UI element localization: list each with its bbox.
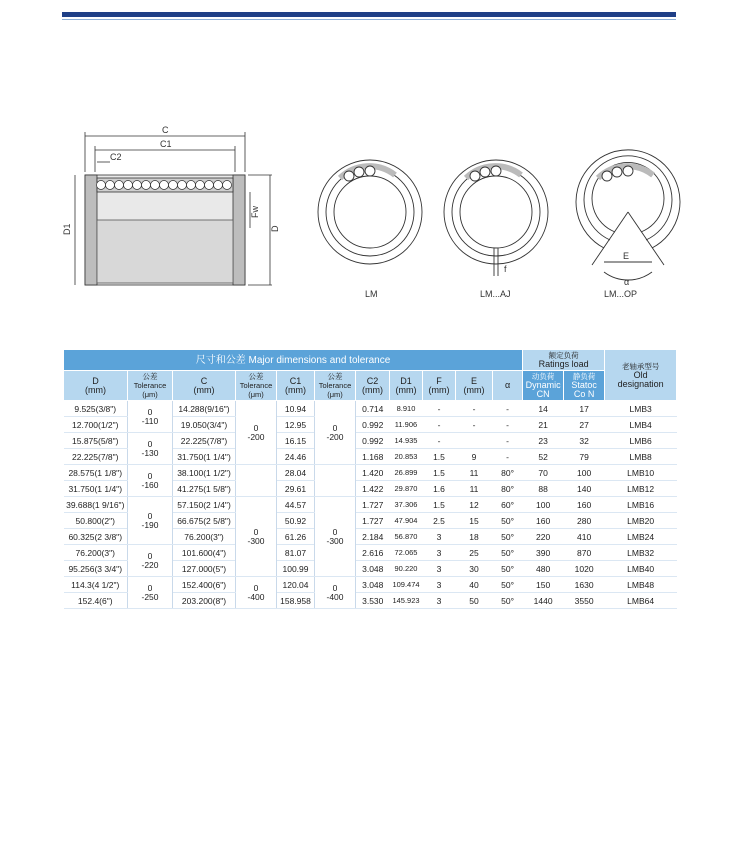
cell-f: 3 [423, 561, 456, 577]
cell-d: 12.700(1/2") [64, 417, 128, 433]
cell-f: - [423, 433, 456, 449]
col-d-label: D [92, 375, 99, 386]
cell-f: - [423, 417, 456, 433]
cell-c-tol-blank [236, 465, 277, 497]
tol-cn: 公差 [327, 372, 343, 381]
tol-cn: 公差 [248, 372, 264, 381]
ball-row [97, 181, 232, 190]
col-d-unit: (mm) [85, 384, 106, 395]
dyn-sym: CN [536, 389, 550, 399]
lm-ring [318, 160, 422, 264]
table-title: 尺寸和公差 Major dimensions and tolerance [64, 350, 523, 371]
col-f-unit: (mm) [428, 384, 450, 395]
col-c1-tol [315, 371, 356, 401]
cell-d1: 14.935 [390, 433, 423, 449]
cell-old: LMB20 [605, 513, 677, 529]
cell-e: 50 [456, 593, 493, 609]
cell-old: LMB4 [605, 417, 677, 433]
cell-alpha: 50° [493, 545, 523, 561]
cell-c1-tol-blank [315, 465, 356, 497]
table-row [64, 497, 677, 513]
cell-d1: 72.065 [390, 545, 423, 561]
table-body [64, 401, 677, 609]
cell-c: 19.050(3/4") [173, 417, 236, 433]
cell-c1: 50.92 [277, 513, 315, 529]
cell-c2: 0.714 [356, 401, 390, 417]
cell-c1-tol [315, 497, 356, 577]
old-en2: designation [617, 378, 664, 389]
cell-alpha: 50° [493, 529, 523, 545]
cell-d: 9.525(3/8") [64, 401, 128, 417]
cell-dynamic: 21 [523, 417, 564, 433]
cell-d1: 109.474 [390, 577, 423, 593]
cell-old: LMB10 [605, 465, 677, 481]
cell-c2: 3.048 [356, 561, 390, 577]
dimensions-table [63, 349, 677, 609]
dim-c2-label: C2 [110, 152, 122, 162]
table-row [64, 545, 677, 561]
cell-dynamic: 52 [523, 449, 564, 465]
cell-c-tol [236, 577, 277, 609]
cell-d: 60.325(2 3/8") [64, 529, 128, 545]
cell-e: 15 [456, 513, 493, 529]
cell-c2: 1.422 [356, 481, 390, 497]
cell-old: LMB12 [605, 481, 677, 497]
cell-c1: 81.07 [277, 545, 315, 561]
col-c2-label: C2 [366, 375, 379, 386]
sta-sym: Co N [573, 389, 595, 399]
cell-c2: 2.616 [356, 545, 390, 561]
cell-old: LMB40 [605, 561, 677, 577]
dim-fw-label: Fw [250, 206, 260, 218]
cell-d: 22.225(7/8") [64, 449, 128, 465]
tol-unit: (μm) [327, 390, 343, 399]
bearing-drawing [0, 120, 750, 310]
cell-c-tol [236, 401, 277, 465]
cell-alpha: 60° [493, 497, 523, 513]
cell-dynamic: 88 [523, 481, 564, 497]
col-c-unit: (mm) [193, 384, 215, 395]
sta-en: Statoc [571, 380, 597, 390]
cell-f: 1.5 [423, 465, 456, 481]
lm-aj-ring [444, 160, 548, 276]
cell-d: 114.3(4 1/2") [64, 577, 128, 593]
cell-c: 152.400(6") [173, 577, 236, 593]
cell-static: 160 [564, 497, 605, 513]
col-c [173, 371, 236, 401]
cell-e: 12 [456, 497, 493, 513]
tol-unit: (μm) [248, 390, 264, 399]
col-c2-unit: (mm) [362, 384, 383, 395]
cell-c2: 3.530 [356, 593, 390, 609]
cell-c1: 100.99 [277, 561, 315, 577]
cell-d-tol [128, 433, 173, 465]
cell-f: 3 [423, 545, 456, 561]
tol-bot: -300 [247, 535, 265, 546]
side-view [75, 132, 272, 285]
cell-old: LMB6 [605, 433, 677, 449]
cell-d: 50.800(2") [64, 513, 128, 529]
col-c1-label: C1 [289, 375, 302, 386]
cell-c2: 2.184 [356, 529, 390, 545]
tol-bot: -220 [141, 559, 159, 570]
tol-unit: (μm) [142, 390, 158, 399]
cell-dynamic: 390 [523, 545, 564, 561]
cell-old: LMB24 [605, 529, 677, 545]
col-d [64, 371, 128, 401]
tol-top: 0 [147, 582, 153, 593]
cell-c1: 44.57 [277, 497, 315, 513]
cell-e: 9 [456, 449, 493, 465]
cell-e [456, 433, 493, 449]
cell-c1: 120.04 [277, 577, 315, 593]
ratings-header [523, 350, 605, 371]
tol-bot: -130 [141, 447, 159, 458]
cell-c2: 1.420 [356, 465, 390, 481]
cell-f: 3 [423, 529, 456, 545]
cell-c: 14.288(9/16") [173, 401, 236, 417]
tol-top: 0 [332, 582, 338, 593]
cell-old: LMB3 [605, 401, 677, 417]
tol-top: 0 [332, 526, 338, 537]
cell-static: 3550 [564, 593, 605, 609]
cell-static: 870 [564, 545, 605, 561]
cell-alpha: 80° [493, 465, 523, 481]
sta-cn: 静负荷 [572, 372, 596, 381]
old-cn: 老轴承型号 [621, 361, 660, 371]
cell-c1-tol [315, 577, 356, 609]
cell-alpha: 50° [493, 561, 523, 577]
col-alpha: α [493, 371, 523, 401]
caption-lm-aj: LM...AJ [480, 289, 511, 299]
tol-bot: -200 [247, 431, 265, 442]
table-row [64, 401, 677, 417]
tol-bot: -300 [326, 535, 344, 546]
tol-en: Tolerance [133, 381, 167, 390]
col-c1 [277, 371, 315, 401]
cell-d: 76.200(3") [64, 545, 128, 561]
tol-top: 0 [253, 582, 259, 593]
tol-bot: -400 [247, 591, 265, 602]
col-f-label: F [436, 375, 442, 386]
col-e-unit: (mm) [463, 384, 485, 395]
table-row [64, 577, 677, 593]
dyn-en: Dynamic [525, 380, 561, 390]
col-c-tol [236, 371, 277, 401]
cell-alpha: 50° [493, 577, 523, 593]
cell-c1: 16.15 [277, 433, 315, 449]
cell-c: 66.675(2 5/8") [173, 513, 236, 529]
col-dynamic [523, 371, 564, 401]
cell-d: 39.688(1 9/16") [64, 497, 128, 513]
cell-f: 1.5 [423, 449, 456, 465]
cell-e: - [456, 401, 493, 417]
col-c2 [356, 371, 390, 401]
cell-e: - [456, 417, 493, 433]
cell-d1: 20.853 [390, 449, 423, 465]
top-accent-bar [62, 12, 676, 17]
cell-alpha: - [493, 417, 523, 433]
cell-static: 32 [564, 433, 605, 449]
dim-c1-label: C1 [160, 139, 172, 149]
cell-dynamic: 150 [523, 577, 564, 593]
cell-old: LMB32 [605, 545, 677, 561]
tol-bot: -160 [141, 479, 159, 490]
cell-c1: 24.46 [277, 449, 315, 465]
cell-c1-tol [315, 401, 356, 465]
cell-dynamic: 160 [523, 513, 564, 529]
cell-c2: 1.727 [356, 497, 390, 513]
dim-e-label: E [623, 251, 630, 261]
col-d1-unit: (mm) [395, 384, 417, 395]
cell-dynamic: 23 [523, 433, 564, 449]
cell-d1: 56.870 [390, 529, 423, 545]
cell-old: LMB8 [605, 449, 677, 465]
cell-d-tol [128, 545, 173, 577]
table-row [64, 433, 677, 449]
cell-dynamic: 220 [523, 529, 564, 545]
cell-e: 40 [456, 577, 493, 593]
col-c-label: C [200, 375, 208, 386]
cell-static: 1630 [564, 577, 605, 593]
cell-c: 127.000(5") [173, 561, 236, 577]
cell-c: 22.225(7/8") [173, 433, 236, 449]
cell-static: 79 [564, 449, 605, 465]
dyn-cn: 动负荷 [531, 372, 555, 381]
cell-c2: 1.168 [356, 449, 390, 465]
cell-f: 3 [423, 577, 456, 593]
cell-d1: 8.910 [390, 401, 423, 417]
tol-bot: -190 [141, 519, 159, 530]
ratings-cn: 额定负荷 [548, 351, 579, 360]
tol-cn: 公差 [142, 372, 158, 381]
col-c1-unit: (mm) [285, 384, 306, 395]
cell-d: 152.4(6") [64, 593, 128, 609]
cell-static: 100 [564, 465, 605, 481]
dim-f-label: f [504, 264, 507, 274]
dim-alpha-label: α [624, 277, 630, 287]
dim-d1-label: D1 [62, 223, 72, 235]
dimensions-table-wrapper [63, 349, 676, 609]
cell-c1: 28.04 [277, 465, 315, 481]
table-row [64, 465, 677, 481]
cell-c2: 3.048 [356, 577, 390, 593]
caption-lm-op: LM...OP [604, 289, 638, 299]
cell-f: 3 [423, 593, 456, 609]
cell-old: LMB48 [605, 577, 677, 593]
col-d1 [390, 371, 423, 401]
cell-c: 76.200(3") [173, 529, 236, 545]
cell-static: 1020 [564, 561, 605, 577]
dim-c-label: C [162, 125, 169, 135]
cell-d-tol [128, 401, 173, 433]
tol-bot: -200 [326, 431, 344, 442]
cell-c: 38.100(1 1/2") [173, 465, 236, 481]
col-d-tol [128, 371, 173, 401]
tol-top: 0 [147, 510, 153, 521]
col-f [423, 371, 456, 401]
col-d1-label: D1 [400, 375, 412, 386]
cell-dynamic: 14 [523, 401, 564, 417]
caption-lm: LM [365, 289, 378, 299]
cell-d-tol [128, 465, 173, 497]
cell-c1: 12.95 [277, 417, 315, 433]
cell-e: 30 [456, 561, 493, 577]
cell-c2: 1.727 [356, 513, 390, 529]
cell-alpha: 50° [493, 513, 523, 529]
tol-top: 0 [147, 470, 153, 481]
old-designation-header [605, 350, 677, 401]
cell-d1: 26.899 [390, 465, 423, 481]
cell-c: 57.150(2 1/4") [173, 497, 236, 513]
tol-bot: -250 [141, 591, 159, 602]
tol-top: 0 [332, 422, 338, 433]
cell-d: 15.875(5/8") [64, 433, 128, 449]
col-e [456, 371, 493, 401]
old-en1: Old [633, 369, 648, 380]
cell-e: 25 [456, 545, 493, 561]
cell-f: - [423, 401, 456, 417]
cell-alpha: - [493, 401, 523, 417]
top-accent-line [62, 19, 676, 20]
tol-top: 0 [147, 406, 153, 417]
cell-f: 1.5 [423, 497, 456, 513]
cell-dynamic: 100 [523, 497, 564, 513]
cell-e: 18 [456, 529, 493, 545]
cell-e: 11 [456, 465, 493, 481]
col-e-label: E [470, 375, 477, 386]
cell-old: LMB16 [605, 497, 677, 513]
cell-d: 28.575(1 1/8") [64, 465, 128, 481]
tol-en: Tolerance [239, 381, 273, 390]
cell-d-tol [128, 497, 173, 545]
cell-d1: 47.904 [390, 513, 423, 529]
cell-d1: 37.306 [390, 497, 423, 513]
cell-alpha: - [493, 449, 523, 465]
tol-bot: -110 [141, 415, 159, 426]
cell-static: 27 [564, 417, 605, 433]
tol-top: 0 [147, 438, 153, 449]
dim-d-label: D [270, 225, 280, 232]
cell-static: 140 [564, 481, 605, 497]
tol-top: 0 [253, 526, 259, 537]
tol-top: 0 [147, 550, 153, 561]
cell-dynamic: 480 [523, 561, 564, 577]
tol-top: 0 [253, 422, 259, 433]
cell-d1: 11.906 [390, 417, 423, 433]
cell-old: LMB64 [605, 593, 677, 609]
cell-f: 1.6 [423, 481, 456, 497]
cell-c: 41.275(1 5/8") [173, 481, 236, 497]
cell-alpha: 50° [493, 593, 523, 609]
cell-c1: 61.26 [277, 529, 315, 545]
cell-alpha: 80° [493, 481, 523, 497]
cell-d1: 29.870 [390, 481, 423, 497]
tol-en: Tolerance [318, 381, 352, 390]
cell-dynamic: 1440 [523, 593, 564, 609]
ratings-en: Ratings load [538, 359, 589, 369]
cell-e: 11 [456, 481, 493, 497]
cell-static: 410 [564, 529, 605, 545]
cell-f: 2.5 [423, 513, 456, 529]
cell-static: 17 [564, 401, 605, 417]
cell-c1: 158.958 [277, 593, 315, 609]
cell-c: 203.200(8") [173, 593, 236, 609]
cell-d: 31.750(1 1/4") [64, 481, 128, 497]
cell-dynamic: 70 [523, 465, 564, 481]
cell-c1: 10.94 [277, 401, 315, 417]
tol-bot: -400 [326, 591, 344, 602]
col-static [564, 371, 605, 401]
cell-d1: 145.923 [390, 593, 423, 609]
cell-alpha: - [493, 433, 523, 449]
cell-c: 101.600(4") [173, 545, 236, 561]
cell-d1: 90.220 [390, 561, 423, 577]
cell-c-tol [236, 497, 277, 577]
cell-c2: 0.992 [356, 433, 390, 449]
cell-c1: 29.61 [277, 481, 315, 497]
cell-c: 31.750(1 1/4") [173, 449, 236, 465]
cell-d-tol [128, 577, 173, 609]
cell-c2: 0.992 [356, 417, 390, 433]
cell-d: 95.256(3 3/4") [64, 561, 128, 577]
cell-static: 280 [564, 513, 605, 529]
